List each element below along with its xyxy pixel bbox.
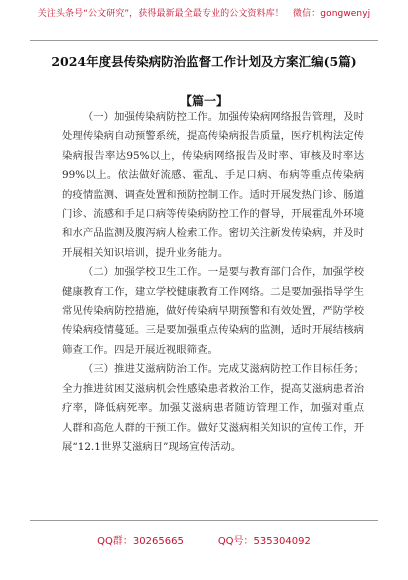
header-divider: [30, 40, 378, 41]
footer-divider: [30, 520, 378, 521]
document-body: [62, 108, 375, 457]
paragraph-3: （三）推进艾滋病防治工作。完成艾滋病防控工作目标任务；全力推进贫困艾滋病机会性感染患者救治工作，提高艾滋病患者治疗率，降低病死率。加强艾滋病患者随访管理工作，加强对重点 人群和高危人群的干预工作。做好艾滋病相关知识的宣传工作，开展“12.1世界艾滋病日”现场宣传活动。: [62, 363, 375, 453]
document-title: 2024年度县传染病防治监督工作计划及方案汇编(5篇): [51, 54, 357, 69]
header-banner: 关注头条号“公文研究”，获得最新最全最专业的公文资料库！ 微信：gongwenyj: [37, 9, 371, 19]
footer-contacts: [0, 532, 408, 547]
footer-qq-number: QQ号：535304092: [217, 536, 311, 547]
paragraph-1: （一）加强传染病防控工作。加强传染病网络报告管理，及时处理传染病自动预警系统，提高传染病报告质量，医疗机构法定传染病报告率达95%以上，传染病网络报告及时率、审核及时率达99%以上。依法做好流感、霍乱、手足口病、布病等重点传染病的疫情监测、调查处置和预防控制工作。适时开展发热门诊、肠道门诊、流感和手足口病等传染病防控工作的督导，开展霍乱外环境和水产品监测及腹泻病人检索工作。密切关注新发传染病，并及时开展相关知识培训，提升业务能力。: [62, 111, 364, 259]
footer-qq-group: QQ群：30265665: [97, 536, 184, 547]
section-heading: 【篇一】: [179, 94, 228, 108]
paragraph-2: （二）加强学校卫生工作。一是要与教育部门合作，加强学校健康教育工作，建立学校健康教育工作网络。二是要加强指导学生常见传染病防控措施，做好传染病早期预警和有效处置，严防学校传染病疫情蔓延。三是要加强重点传染病的监测，适时开展结核病筛查工作。四是开展近视眼筛查。: [62, 266, 364, 356]
